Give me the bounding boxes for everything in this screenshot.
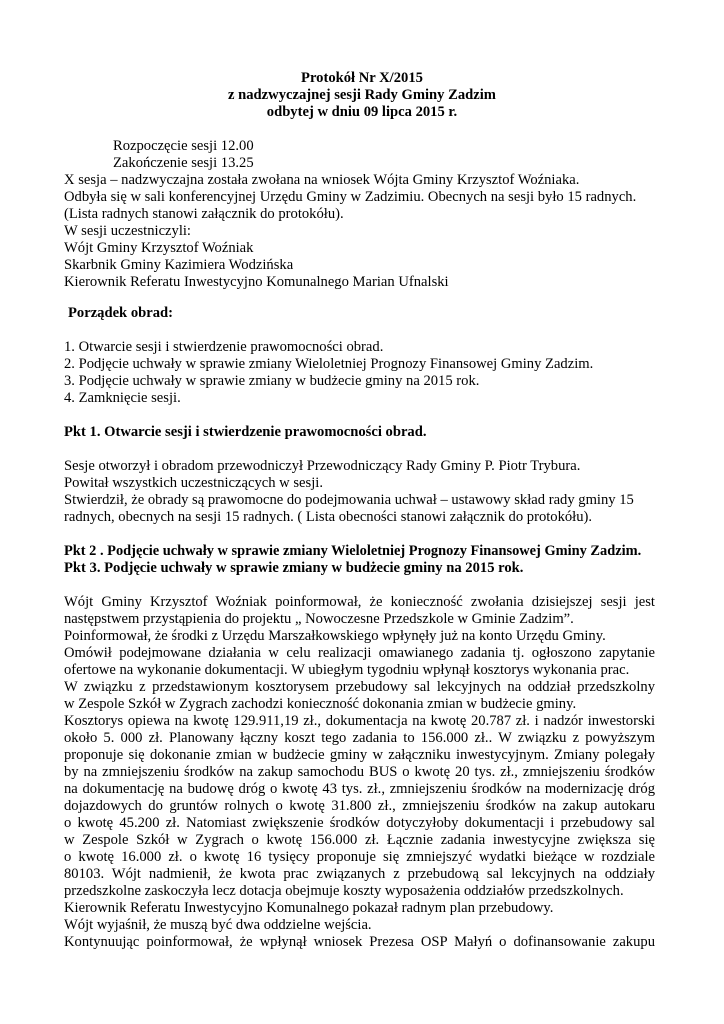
pkt23-line: o kwotę 45.200 zł. Natomiast zwiększenie środków dotyczyłoby dokumentacji i przebudowy sal (64, 815, 655, 831)
agenda-item: 4. Zamknięcie sesji. (64, 390, 181, 406)
document-subtitle: z nadzwyczajnej sesji Rady Gminy Zadzim (228, 87, 496, 103)
document-date: odbytej w dniu 09 lipca 2015 r. (266, 104, 458, 120)
pkt23-line: na dokumentację na budowę dróg o kwotę 43 tys. zł., zmniejszeniu środków na modernizację dróg (64, 781, 655, 797)
pkt23-line: Wójt wyjaśnił, że muszą być dwa oddzielne wejścia. (64, 917, 372, 933)
pkt23-line: W związku z przedstawionym kosztorysem przebudowy sal lekcyjnych na oddział przedszkolny (64, 679, 655, 695)
pkt23-line: o kwotę 16.000 zł. o kwotę 16 tysięcy proponuje się zmniejszyć wydatki bieżące w rozdziale (64, 849, 655, 865)
intro-line: (Lista radnych stanowi załącznik do protokółu). (64, 206, 344, 222)
pkt23-line: w Zespole Szkół w Zygrach zachodzi konieczność dokonania zmian w budżecie gminy. (64, 696, 577, 712)
pkt1-line: Sesje otworzył i obradom przewodniczył Przewodniczący Rady Gminy P. Piotr Trybura. (64, 458, 581, 474)
session-start: Rozpoczęcie sesji 12.00 (113, 138, 254, 154)
pkt23-line: Poinformował, że środki z Urzędu Marszałkowskiego wpłynęły już na konto Urzędu Gminy. (64, 628, 606, 644)
pkt1-heading: Pkt 1. Otwarcie sesji i stwierdzenie prawomocności obrad. (64, 424, 427, 440)
pkt23-line: następstwem przystąpienia do projektu „ Nowoczesne Przedszkole w Gminie Zadzim”. (64, 611, 574, 627)
pkt23-line: by na zmniejszeniu środków na zakup samochodu BUS o kwotę 20 tys. zł., zmniejszeniu środków (64, 764, 655, 780)
agenda-heading: Porządek obrad: (68, 305, 173, 321)
pkt23-line: Omówił podejmowane działania w celu realizacji omawianego zadania tj. ogłoszono zapytanie (64, 645, 655, 661)
pkt23-line: Wójt Gminy Krzysztof Woźniak poinformował, że konieczność zwołania dzisiejszej sesji jest (64, 594, 655, 610)
intro-line: Odbyła się w sali konferencyjnej Urzędu Gminy w Zadzimiu. Obecnych na sesji było 15 radnych. (64, 189, 637, 205)
intro-line: Wójt Gminy Krzysztof Woźniak (64, 240, 254, 256)
pkt1-line: radnych, obecnych na sesji 15 radnych. ( Lista obecności stanowi załącznik do protokółu). (64, 509, 593, 525)
pkt2-heading: Pkt 2 . Podjęcie uchwały w sprawie zmiany Wieloletniej Prognozy Finansowej Gminy Zadzim. (64, 543, 642, 559)
pkt23-line: przedszkolne zaskoczyła lecz dotacja obejmuje koszty wyposażenia oddziałów przedszkolnych. (64, 883, 624, 899)
pkt23-line: Kosztorys opiewa na kwotę 129.911,19 zł., dokumentacja na kwotę 20.787 zł. i nadzór inwestorski (64, 713, 655, 729)
session-end: Zakończenie sesji 13.25 (113, 155, 254, 171)
agenda-item: 2. Podjęcie uchwały w sprawie zmiany Wieloletniej Prognozy Finansowej Gminy Zadzim. (64, 356, 594, 372)
document-title: Protokół Nr X/2015 (301, 70, 423, 86)
intro-line: X sesja – nadzwyczajna została zwołana na wniosek Wójta Gminy Krzysztof Woźniaka. (64, 172, 580, 188)
pkt23-line: w Zespole Szkół w Zygrach o kwotę 156.000 zł. Łącznie zadania inwestycyjne zwiększa się (64, 832, 655, 848)
pkt23-line: około 5. 000 zł. Planowany łączny koszt tego zadania to 156.000 zł.. W związku z powyższym (64, 730, 655, 746)
pkt1-line: Powitał wszystkich uczestniczących w sesji. (64, 475, 323, 491)
intro-line: Kierownik Referatu Inwestycyjno Komunalnego Marian Ufnalski (64, 274, 449, 290)
intro-line: Skarbnik Gminy Kazimiera Wodzińska (64, 257, 294, 273)
pkt23-line: Kierownik Referatu Inwestycyjno Komunalnego pokazał radnym plan przebudowy. (64, 900, 554, 916)
agenda-item: 1. Otwarcie sesji i stwierdzenie prawomocności obrad. (64, 339, 384, 355)
pkt23-line: ofertowe na wykonanie dokumentacji. W ubiegłym tygodniu wpłynął kosztorys wykonania prac. (64, 662, 630, 678)
intro-line: W sesji uczestniczyli: (64, 223, 191, 239)
pkt23-line: proponuje się dokonanie zmian w budżecie gminy w załączniku inwestycyjnym. Zmiany polegały (64, 747, 655, 763)
pkt23-line: Kontynuując poinformował, że wpłynął wniosek Prezesa OSP Małyń o dofinansowanie zakupu (64, 934, 655, 950)
pkt23-line: dojazdowych do gruntów rolnych o kwotę 31.800 zł., zmniejszeniu środków na zakup autokaru (64, 798, 655, 814)
pkt1-line: Stwierdził, że obrady są prawomocne do podejmowania uchwał – ustawowy skład rady gminy 15 (64, 492, 634, 508)
agenda-item: 3. Podjęcie uchwały w sprawie zmiany w budżecie gminy na 2015 rok. (64, 373, 480, 389)
pkt23-line: 80103. Wójt nadmienił, że kwota prac związanych z przebudową sal lekcyjnych na oddziały (64, 866, 655, 882)
pkt3-heading: Pkt 3. Podjęcie uchwały w sprawie zmiany w budżecie gminy na 2015 rok. (64, 560, 524, 576)
